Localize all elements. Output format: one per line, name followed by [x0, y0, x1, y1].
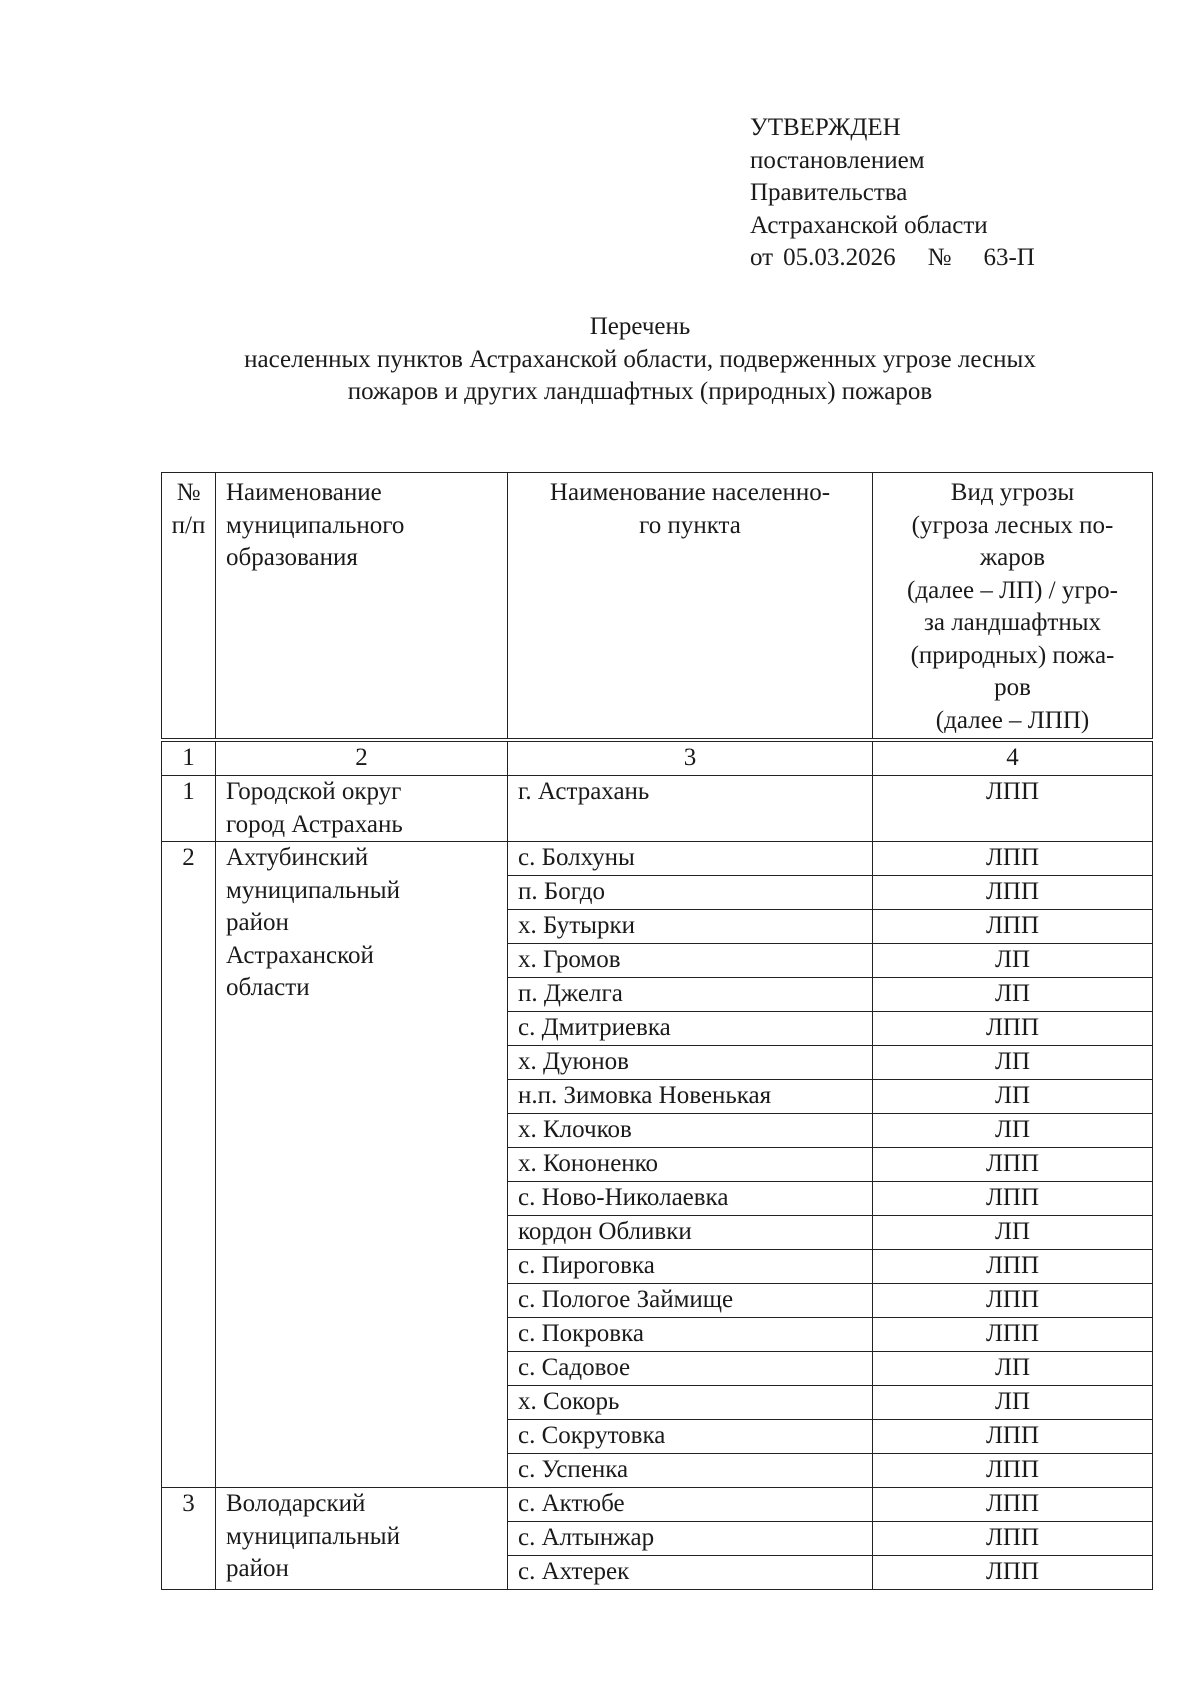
- threat-type: ЛП: [873, 1114, 1153, 1148]
- settlement-name: кордон Обливки: [508, 1216, 873, 1250]
- column-number: 1: [162, 742, 216, 776]
- threat-type: ЛП: [873, 1352, 1153, 1386]
- settlement-name: с. Дмитриевка: [508, 1012, 873, 1046]
- settlements-table-body: [162, 742, 1153, 1590]
- settlement-name: х. Громов: [508, 944, 873, 978]
- municipality-name: Володарский муниципальный район: [216, 1488, 508, 1590]
- municipality-name: Городской округ город Астрахань: [216, 776, 508, 842]
- approval-number: 63-П: [983, 244, 1035, 271]
- header-number: № п/п: [162, 473, 216, 739]
- approval-stamp: [750, 112, 1035, 275]
- settlement-name: н.п. Зимовка Новенькая: [508, 1080, 873, 1114]
- threat-type: ЛПП: [873, 1284, 1153, 1318]
- settlement-name: с. Успенка: [508, 1454, 873, 1488]
- settlement-name: х. Клочков: [508, 1114, 873, 1148]
- threat-type: ЛПП: [873, 876, 1153, 910]
- settlement-name: х. Бутырки: [508, 910, 873, 944]
- settlement-name: с. Сокрутовка: [508, 1420, 873, 1454]
- approval-line-3: Астраханской области: [750, 211, 988, 239]
- settlements-table: [161, 741, 1153, 1590]
- settlement-name: с. Садовое: [508, 1352, 873, 1386]
- approval-title: УТВЕРЖДЕН: [750, 114, 901, 141]
- document-title-block: [150, 311, 1130, 409]
- document-subtitle-line-2: пожаров и других ландшафтных (природных) пожаров: [347, 378, 933, 405]
- threat-type: ЛПП: [873, 776, 1153, 842]
- header-municipality: Наименование муниципального образования: [216, 473, 508, 739]
- settlement-name: п. Джелга: [508, 978, 873, 1012]
- threat-type: ЛПП: [873, 1250, 1153, 1284]
- settlement-name: х. Кононенко: [508, 1148, 873, 1182]
- threat-type: ЛПП: [873, 1318, 1153, 1352]
- header-row: [162, 473, 1153, 739]
- column-number: 3: [508, 742, 873, 776]
- municipality-name: Ахтубинский муниципальный район Астраханской области: [216, 842, 508, 1488]
- table-header: [161, 472, 1153, 739]
- approval-line-2: Правительства: [750, 179, 908, 206]
- threat-type: ЛП: [873, 1216, 1153, 1250]
- approval-date-line: [750, 242, 1035, 275]
- threat-type: ЛП: [873, 978, 1153, 1012]
- column-number: 4: [873, 742, 1153, 776]
- document-subtitle-line-1: населенных пунктов Астраханской области, подверженных угрозе лесных: [244, 345, 1036, 373]
- document-title: Перечень: [589, 313, 691, 340]
- threat-type: ЛПП: [873, 842, 1153, 876]
- threat-type: ЛПП: [873, 1454, 1153, 1488]
- table-row: [162, 1488, 1153, 1522]
- column-number: 2: [216, 742, 508, 776]
- settlement-name: с. Ахтерек: [508, 1556, 873, 1590]
- threat-type: ЛП: [873, 1046, 1153, 1080]
- threat-type: ЛПП: [873, 1182, 1153, 1216]
- row-number: 1: [162, 776, 216, 842]
- settlement-name: с. Ново-Николаевка: [508, 1182, 873, 1216]
- settlement-name: х. Сокорь: [508, 1386, 873, 1420]
- threat-type: ЛПП: [873, 1488, 1153, 1522]
- header-threat-type: Вид угрозы (угроза лесных по- жаров (далее – ЛП) / угро- за ландшафтных (природных) пожа- ров (далее – ЛПП): [873, 473, 1153, 739]
- row-number: 3: [162, 1488, 216, 1590]
- table-row: [162, 842, 1153, 876]
- column-number-row: [162, 742, 1153, 776]
- threat-type: ЛПП: [873, 1522, 1153, 1556]
- settlement-name: с. Болхуны: [508, 842, 873, 876]
- settlement-name: с. Алтынжар: [508, 1522, 873, 1556]
- threat-type: ЛПП: [873, 1012, 1153, 1046]
- number-sign: №: [927, 244, 952, 271]
- date-prefix: от: [750, 244, 774, 271]
- threat-type: ЛП: [873, 1080, 1153, 1114]
- table-row: [162, 776, 1153, 842]
- settlement-name: х. Дуюнов: [508, 1046, 873, 1080]
- threat-type: ЛП: [873, 1386, 1153, 1420]
- settlement-name: с. Покровка: [508, 1318, 873, 1352]
- threat-type: ЛПП: [873, 1148, 1153, 1182]
- threat-type: ЛПП: [873, 1420, 1153, 1454]
- settlement-name: с. Актюбе: [508, 1488, 873, 1522]
- settlement-name: п. Богдо: [508, 876, 873, 910]
- threat-type: ЛПП: [873, 910, 1153, 944]
- threat-type: ЛПП: [873, 1556, 1153, 1590]
- settlement-name: с. Пироговка: [508, 1250, 873, 1284]
- settlement-name: г. Астрахань: [508, 776, 873, 842]
- header-settlement: Наименование населенно- го пункта: [508, 473, 873, 739]
- row-number: 2: [162, 842, 216, 1488]
- approval-line-1: постановлением: [750, 146, 925, 174]
- approval-date: 05.03.2026: [783, 244, 896, 271]
- settlement-name: с. Пологое Займище: [508, 1284, 873, 1318]
- threat-type: ЛП: [873, 944, 1153, 978]
